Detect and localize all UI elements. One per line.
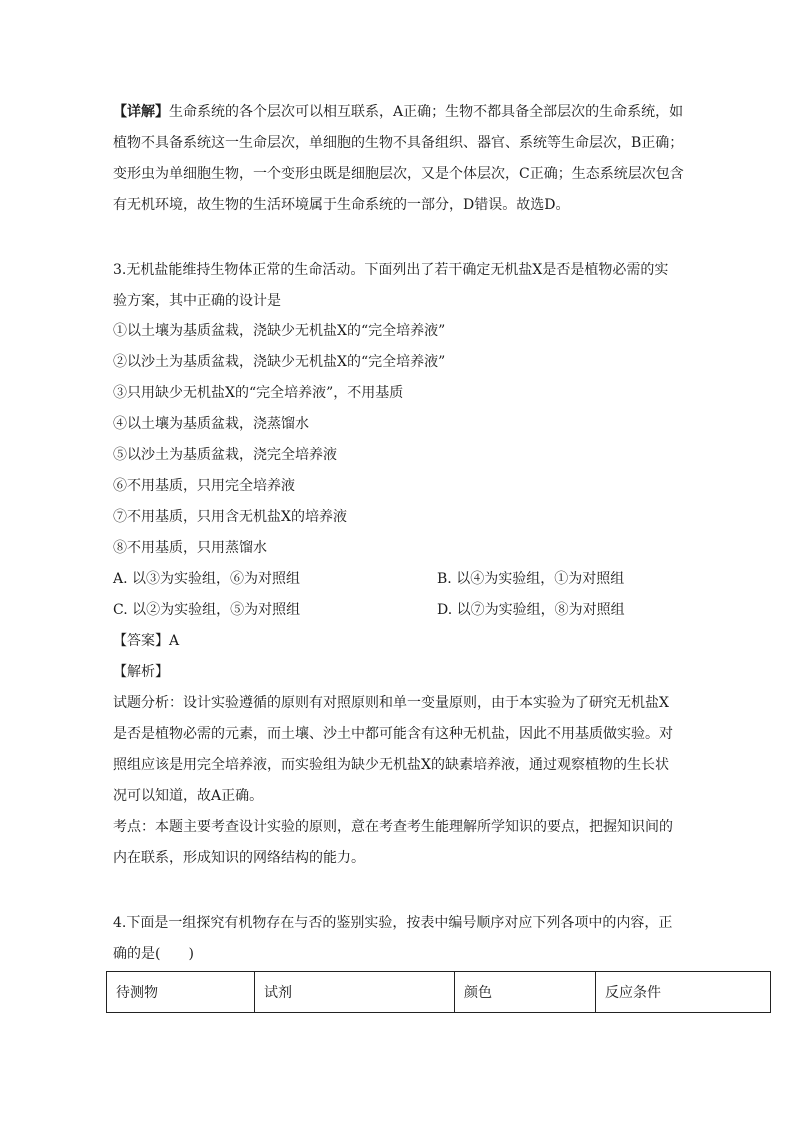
question-4-stem: 4.下面是一组探究有机物存在与否的鉴别实验，按表中编号顺序对应下列各项中的内容，正 确的是( ) bbox=[113, 915, 673, 962]
analysis-label: 【解析】 bbox=[113, 664, 169, 680]
option-c: C. 以②为实验组，⑤为对照组 bbox=[113, 602, 301, 618]
option-a: A. 以③为实验组，⑥为对照组 bbox=[113, 571, 301, 587]
list-item: ⑧不用基质，只用蒸馏水 bbox=[113, 540, 267, 556]
list-item: ①以土壤为基质盆栽，浇缺少无机盐X的“完全培养液” bbox=[113, 323, 446, 339]
analysis-line: 况可以知道，故A正确。 bbox=[113, 788, 264, 804]
analysis-line: 试题分析：设计实验遵循的原则有对照原则和单一变量原则，由于本实验为了研究无机盐X bbox=[113, 695, 669, 711]
table-header-cell: 颜色 bbox=[455, 972, 596, 1013]
analysis-line: 是否是植物必需的元素，而土壤、沙土中都可能含有这种无机盐，因此不用基质做实验。对 bbox=[113, 726, 673, 742]
option-b: B. 以④为实验组，①为对照组 bbox=[437, 571, 625, 587]
list-item: ⑥不用基质，只用完全培养液 bbox=[113, 478, 295, 494]
list-item: ⑤以沙土为基质盆栽，浇完全培养液 bbox=[113, 447, 337, 463]
option-d: D. 以⑦为实验组，⑧为对照组 bbox=[437, 602, 625, 618]
analysis-line: 照组应该是用完全培养液，而实验组为缺少无机盐X的缺素培养液，通过观察植物的生长状 bbox=[113, 757, 669, 773]
answer: 【答案】A bbox=[113, 633, 180, 649]
list-item: ⑦不用基质，只用含无机盐X的培养液 bbox=[113, 509, 347, 525]
table-row bbox=[107, 972, 771, 1013]
list-item: ④以土壤为基质盆栽，浇蒸馏水 bbox=[113, 416, 309, 432]
detail-line-1: 【详解】生命系统的各个层次可以相互联系，A正确；生物不都具备全部层次的生命系统，如 bbox=[113, 104, 684, 120]
detail-line-3: 变形虫为单细胞生物，一个变形虫既是细胞层次，又是个体层次，C正确；生态系统层次包含 bbox=[113, 166, 684, 182]
table-header-cell: 试剂 bbox=[255, 972, 455, 1013]
list-item: ②以沙土为基质盆栽，浇缺少无机盐X的“完全培养液” bbox=[113, 354, 446, 370]
question-3-stem: 3.无机盐能维持生物体正常的生命活动。下面列出了若干确定无机盐X是否是植物必需的实 验方案，其中正确的设计是 bbox=[113, 262, 669, 309]
detail-label: 【详解】 bbox=[113, 104, 169, 120]
list-item: ③只用缺少无机盐X的“完全培养液”，不用基质 bbox=[113, 385, 404, 401]
question-4-table bbox=[106, 971, 771, 1013]
detail-line-2: 植物不具备系统这一生命层次，单细胞的生物不具备组织、器官、系统等生命层次，B正确； bbox=[113, 135, 684, 151]
detail-line-4: 有无机环境，故生物的生活环境属于生命系统的一部分，D错误。故选D。 bbox=[113, 197, 570, 213]
answer-block bbox=[113, 626, 683, 874]
table-header-cell: 待测物 bbox=[107, 972, 255, 1013]
kaodian-line: 内在联系，形成知识的网络结构的能力。 bbox=[113, 850, 365, 866]
kaodian-line: 考点：本题主要考查设计实验的原则，意在考查考生能理解所学知识的要点，把握知识间的 bbox=[113, 819, 673, 835]
detail-paragraph bbox=[113, 97, 693, 221]
question-3-items bbox=[113, 316, 683, 564]
table-header-cell: 反应条件 bbox=[596, 972, 771, 1013]
